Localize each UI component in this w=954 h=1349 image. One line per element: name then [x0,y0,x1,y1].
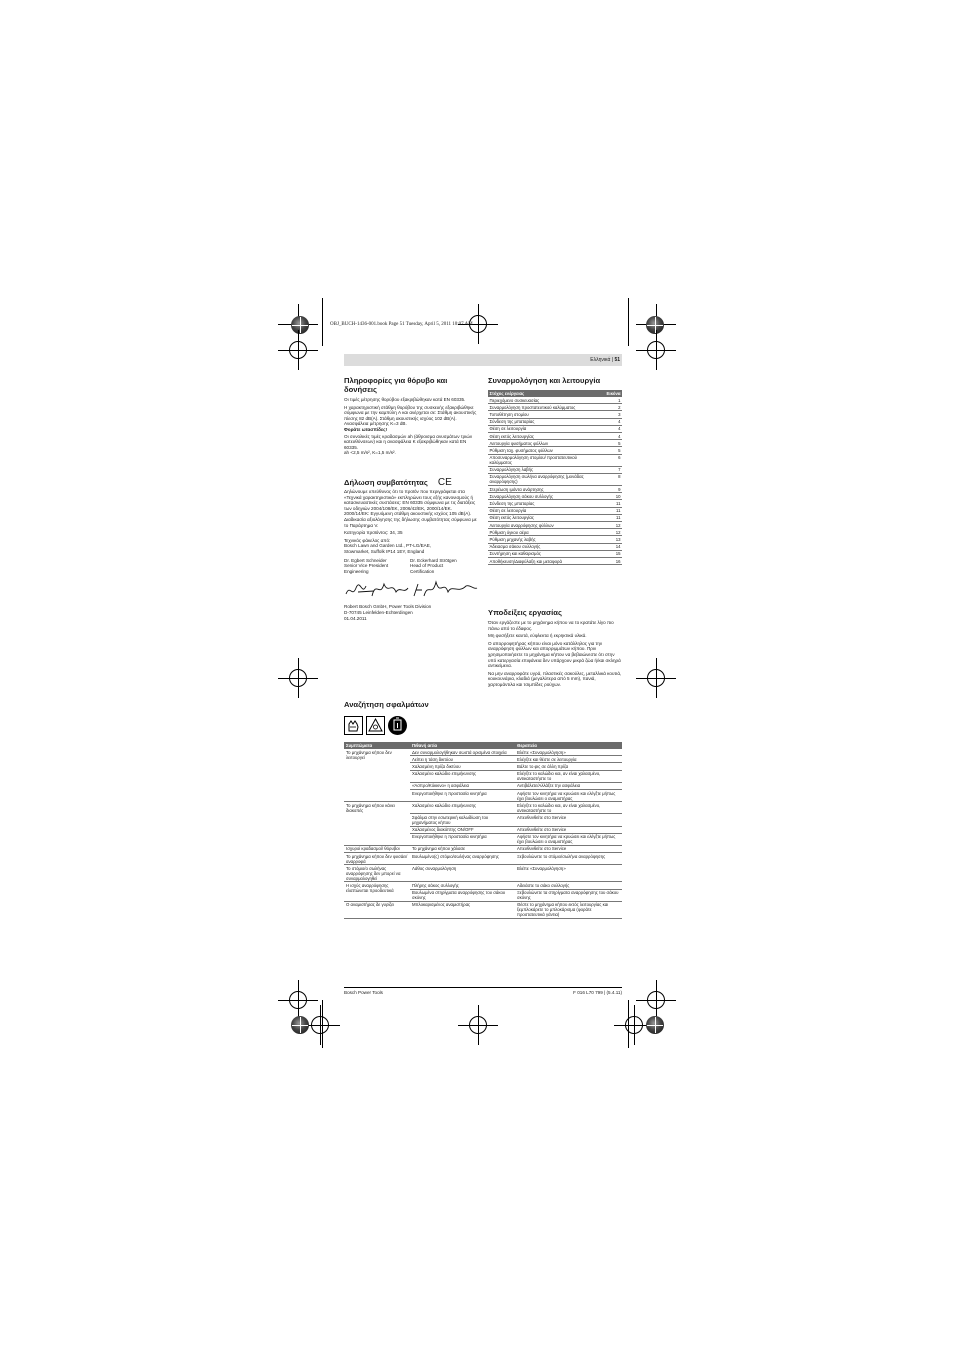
troubleshooting-table-header [344,742,622,749]
registration-mark-bottom-center [458,1005,498,1045]
fix-cell: Απευθυνθείτε στο Service [515,845,622,852]
cause-cell: Σφάλμα στην εσωτερική καλωδίωση του μηχανήματος κήπου [410,814,515,826]
table-row [488,418,622,425]
gloves-icon [344,716,363,735]
cause-cell: Λείπει η τάση δικτύου [410,756,515,763]
assembly-figure-number: 1 [599,397,622,404]
noise-paragraph-1: Οι τιμές μέτρησης θορύβου εξακριβώθηκαν κατά EN 60335. [344,397,466,402]
table-row [488,557,622,564]
tips-section [488,608,622,688]
fix-cell: Βλέπε «Συναρμολόγηση» [515,865,622,882]
fix-cell: Αντιβάλετε/Αλλάξτε την ασφάλεια [515,782,622,789]
declaration-date: 01.04.2011 [344,615,367,621]
assembly-step: Σύνδεση της μπαταρίας [488,418,599,425]
assembly-step: Ρύθμιση μηχανής λαβής [488,536,599,543]
warning-blade-icon [366,716,385,735]
table-row [488,397,622,404]
registration-mark-left-upper [278,330,318,370]
table-row [488,440,622,447]
conformity-title: Δήλωση συμβατότητας CE [344,477,452,488]
assembly-step: Περιεχόμενο συσκευασίας [488,397,599,404]
fix-cell: Βάλτε το φις σε άλλη πρίζα [515,763,622,770]
troubleshooting-section [344,700,622,709]
table-row [488,507,622,514]
cause-cell: Χαλασμένη πρίζα δικτύου [410,763,515,770]
symptom-cell: Ισχυροί κραδασμοί/ θόρυβοι [344,845,410,852]
assembly-title: Συναρμολόγηση και λειτουργία [488,376,601,385]
fix-cell: Ελέγξτε και θέστε σε λειτουργία [515,756,622,763]
symptom-cell: Το μηχάνημα κήπου δεν φυσάει/αναρροφά [344,853,410,865]
conformity-text-2: 2000/14/ΕΚ: Εγγυόμενη στάθμη ακουστικής ισχύος 105 dB(A). Διαδικασία αξιολόγησης της δήλωσης συμβατότητας σύμφωνα με το Παράρτημα V. [344,511,477,528]
assembly-step: Συναρμολόγηση λαβής [488,466,599,473]
assembly-figure-number: 8 [599,473,622,485]
table-row [488,466,622,473]
header-language: Ελληνικά [590,357,611,363]
fix-cell: Αδειάστε το σάκο συλλογής [515,882,622,889]
assembly-figure-number: 3 [599,411,622,418]
cause-cell: Ενεργοποιήθηκε η προστασία κινητήρα [410,789,515,801]
assembly-figure-number: 12 [599,529,622,536]
assembly-section [488,376,622,565]
table-row [488,411,622,418]
cause-cell: Χαλασμένο καλώδιο επιμήκυνσης [410,802,515,814]
table-row [344,802,622,814]
fix-cell: Αφήστε τον κινητήρα να κρυώσει και ελέγξτε μήπως έχει βουλώσει ο αναμιστήρας [515,833,622,845]
registration-mark-right-upper [636,330,676,370]
cause-cell: Χαλασμένος διακόπτης ON/OFF [410,826,515,833]
assembly-figure-number: 11 [599,507,622,514]
col-fix: Θεραπεία [515,742,622,749]
fix-cell: Αφήστε τον κινητήρα να κρυώσει και ελέγξτε μήπως έχει βουλώσει ο αναμιστήρας [515,789,622,801]
vibration-values: ah <2,5 m/s², K=1,5 m/s². [344,450,396,456]
fix-cell: Ξεβουλώνετε τα στηρίγματα αναρρόφησης του σάκου σκόνης [515,889,622,901]
page-header: Ελληνικά | 51 [590,357,620,363]
registration-mark-right-middle [636,658,676,698]
table-row [488,514,622,521]
assembly-step: Συναρμολόγηση προστατευτικού καλύμματος [488,404,599,411]
assembly-figure-number: 7 [599,466,622,473]
registration-dot-bottom-right [646,1016,664,1034]
conformity-text: Δηλώνουμε υπεύθυνος ότι το προϊόν που περιγράφεται στα «Τεχνικά χαρακτηριστικά» εκπληρώνει τους εξής κανονισμούς ή κατασκευαστικές συστάσεις: EN 60335 σύμφωνα με τις διατάξεις των οδηγιών 2004/108/ΕΚ, 2006/42/ΕΚ, 2000/14/ΕΚ. [344,489,476,511]
tips-paragraph-2: Μη φυσήξετε καυτά, εύφλεκτα ή εκρηκτικά υλικά. [488,633,587,639]
col-figure: Εικόνα [599,390,622,397]
col-symptom: Συμπτώματα [344,742,410,749]
table-row [488,447,622,454]
table-row [344,865,622,882]
assembly-figure-number: 12 [599,522,622,529]
table-row [488,493,622,500]
assembly-table-header [488,390,622,397]
assembly-figure-number: 14 [599,543,622,550]
assembly-figure-number: 6 [599,454,622,466]
handwritten-signatures [344,576,479,602]
footer-left: Bosch Power Tools [344,990,383,995]
assembly-figure-number: 4 [599,418,622,425]
fix-cell: Ξεβουλώνετε το στόμιο/σωλήνα αναρρόφησης [515,853,622,865]
table-row [488,404,622,411]
table-row [488,529,622,536]
company-address: D-70745 Leinfelden-Echterdingen [344,609,413,615]
cause-cell: Βουλωμένο(ς) στόμιο/σωλήνας αναρρόφησης [410,853,515,865]
symptom-cell: Το μηχάνημα κήπου κάνει διακοπές [344,802,410,846]
technical-file-address-1: Bosch Lawn and Garden Ltd., PT-LG/EAE, [344,543,432,549]
conformity-section [344,478,479,621]
assembly-step: Ρύθμιση όγκου αέρα [488,529,599,536]
ce-mark-icon: CE [437,477,452,488]
registration-dot-bottom-left [291,1016,309,1034]
fix-cell: Απευθυνθείτε στο Service [515,826,622,833]
assembly-figure-number: 2 [599,404,622,411]
assembly-figure-number: 11 [599,514,622,521]
table-row [488,536,622,543]
symptom-cell: Το μηχάνημα κήπου δεν λειτουργεί [344,749,410,802]
assembly-step: Θέση σε λειτουργία [488,425,599,432]
footer-right: F 016 L70 799 | (5.4.11) [573,990,622,995]
assembly-step: Θέση εκτός λειτουργίας [488,514,599,521]
signer-2: Dr. Eckerhard Strötgen Head of Product Certification [410,557,457,574]
table-row [488,432,622,439]
table-row [488,522,622,529]
symptom-cell: Το στόμιο/ο σωλήνας αναρρόφησης δεν μπορεί να συναρμολογηθεί [344,865,410,882]
assembly-step: Λειτουργία φυσήματος φύλλων [488,440,599,447]
assembly-step: Ρύθμιση ταχ. φυσήματος φύλλων [488,447,599,454]
assembly-step: Αποσυναρμολόγηση στομίου/ προστατευτικού καλύμματος [488,454,599,466]
table-row [488,486,622,493]
assembly-step: Συντήρηση και καθαρισμός [488,550,599,557]
table-row [344,749,622,756]
assembly-figure-number: 16 [599,557,622,564]
cause-cell: Πλήρης σάκος συλλογής [410,882,515,889]
header-page-number: 51 [614,357,620,363]
cause-cell: Μπλοκαρισμένος αναμιστήρας [410,901,515,918]
noise-title: Πληροφορίες για θόρυβο και δονήσεις [344,376,448,394]
symptom-cell: Ο αναμιστήρας δε γυρίζει [344,901,410,918]
crop-line-left-bottom [322,1000,323,1048]
tips-paragraph-3: Ο απορροφητήρας κήπου είναι μόνο κατάλληλος για την αναρρόφηση φύλλων και απορριμμάτων κήπου. Πριν χρησιμοποιήσετε το μηχάνημα κήπου να βεβαιώνεστε ότι στην υπό κατεργασία επιφάνεια δεν υπάρχουν μικρά ζώα ή/και σκληρά αντικείμενα. [488,640,621,669]
ear-protection-warning: Φοράτε ωτασπίδες! [344,426,388,432]
assembly-step: Τοποθέτηση στομίου [488,411,599,418]
cause-cell: Δεν συναρμολογήθηκαν σωστά ορισμένα στοιχεία [410,749,515,756]
cause-cell: Χαλασμένο καλώδιο επιμήκυνσης [410,770,515,782]
assembly-step: Σύνδεση της μπαταρίας [488,500,599,507]
tips-paragraph-1: Όταν εργάζεστε με το μηχάνημα κήπου να το κρατάτε λίγο πιο πάνω από το έδαφος. [488,620,614,631]
registration-mark-left-middle [278,658,318,698]
assembly-step: Συναρμολόγηση σωλήνα αναρρόφησης (μονάδας αναρρόφησης) [488,473,599,485]
noise-section [344,376,479,456]
assembly-figure-number: 5 [599,447,622,454]
cause-cell: Λάθος συναρμολόγηση [410,865,515,882]
assembly-step: Λειτουργία αναρρόφησης φύλλων [488,522,599,529]
assembly-figure-number: 13 [599,536,622,543]
company-name: Robert Bosch GmbH, Power Tools Division [344,604,432,610]
fix-cell: Ελέγξτε το καλώδιο και, αν είναι χαλασμένο, αντικαταστήστε το [515,770,622,782]
assembly-figure-number: 4 [599,425,622,432]
assembly-figure-number: 11 [599,500,622,507]
fix-cell: Θέστε το μηχάνημα κήπου εκτός λειτουργίας και ξεμπλοκάρετε το μπλοκάρισμα (φοράτε προστατευτικά γάντια) [515,901,622,918]
signers [344,558,479,575]
table-row [488,550,622,557]
assembly-figure-number: 5 [599,440,622,447]
cause-cell: Ενεργοποιήθηκε η προστασία κινητήρα [410,833,515,845]
assembly-step: Άδειασμα σάκου συλλογής [488,543,599,550]
table-row [344,853,622,865]
print-slug: OBJ_BUCH-1436-001.book Page 51 Tuesday, April 5, 2011 10:07 AM [330,322,473,327]
assembly-figure-number: 15 [599,550,622,557]
assembly-figure-number: 9 [599,486,622,493]
cause-cell: «Άσπρο/Κόκκινο» η ασφάλεια [410,782,515,789]
assembly-step: Στερέωση ιμάντα ανάρτησης [488,486,599,493]
assembly-table [488,390,622,565]
crop-line-right-top [628,298,629,346]
signer-1: Dr. Egbert Schneider Senior Vice President Engineering [344,557,389,574]
product-category: Κατηγορία προϊόντος: 34, 35 [344,530,403,536]
remove-battery-icon [388,716,407,735]
table-row [488,425,622,432]
noise-paragraph-2: Η χαρακτηριστική στάθμη θορύβου της συσκευής εξακριβώθηκε σύμφωνα με την καμπύλη A και ανέρχεται σε: Στάθμη ακουστικής πίεσης 82 dB(A). Στάθμη ακουστικής ισχύος 102 dB(A). Ανασφάλεια μέτρησης K=3 dB. [344,404,477,427]
table-row [344,901,622,918]
table-row [344,882,622,889]
troubleshooting-title: Αναζήτηση σφαλμάτων [344,700,429,709]
cause-cell: Βουλωμένα στηρίγματα αναρρόφησης του σάκου σκόνης [410,889,515,901]
vibration-paragraph: Οι συνολικές τιμές κραδασμών ah (άθροισμα ανυσμάτων τριών κατευθύνσεων) και η ανασφάλεια K εξακριβώθηκαν κατά EN 60335. [344,433,473,450]
cause-cell: Το μηχάνημα κήπου χάλασε [410,845,515,852]
technical-file-address-2: Stowmarket, Suffolk IP14 1EY, England [344,548,425,554]
table-row [488,543,622,550]
symptom-cell: Η ισχύς αναρρόφησης ελαττώνεται προοδευτικά [344,882,410,901]
fix-cell: Απευθυνθείτε στο Service [515,814,622,826]
tips-title: Υποδείξεις εργασίας [488,608,562,617]
crop-line-right-bottom [628,1000,629,1048]
table-row [488,500,622,507]
table-row [344,845,622,852]
assembly-figure-number: 4 [599,432,622,439]
assembly-step: Θέση εκτός λειτουργίας [488,432,599,439]
col-goal: Στόχος ενέργειας [488,390,599,397]
table-row [488,473,622,485]
assembly-figure-number: 10 [599,493,622,500]
assembly-step: Αποθήκευση/Διαφύλαξη και μεταφορά [488,557,599,564]
footer-rule [344,987,622,988]
assembly-step: Συναρμολόγηση σάκου συλλογής [488,493,599,500]
fix-cell: Ελέγξτε το καλώδιο και, αν είναι χαλασμένο, αντικαταστήστε το [515,802,622,814]
fix-cell: Βλέπε «Συναρμολόγηση» [515,749,622,756]
crop-line-left-top [322,298,323,346]
col-cause: Πιθανή αιτία [410,742,515,749]
assembly-step: Θέση σε λειτουργία [488,507,599,514]
table-row [488,454,622,466]
troubleshooting-table [344,742,622,919]
tips-paragraph-4: Να μην αναρροφάτε υγρά, πλαστικές σακούλες, μεταλλικά κουτιά, κουκουνάρια, κλαδιά (μεγαλύτερα από 5 mm), πανιά, χαρτομάντιλα και τσιμπίδες ρούχων. [488,670,622,687]
technical-file-label: Τεχνικός φάκελος από: [344,537,391,543]
